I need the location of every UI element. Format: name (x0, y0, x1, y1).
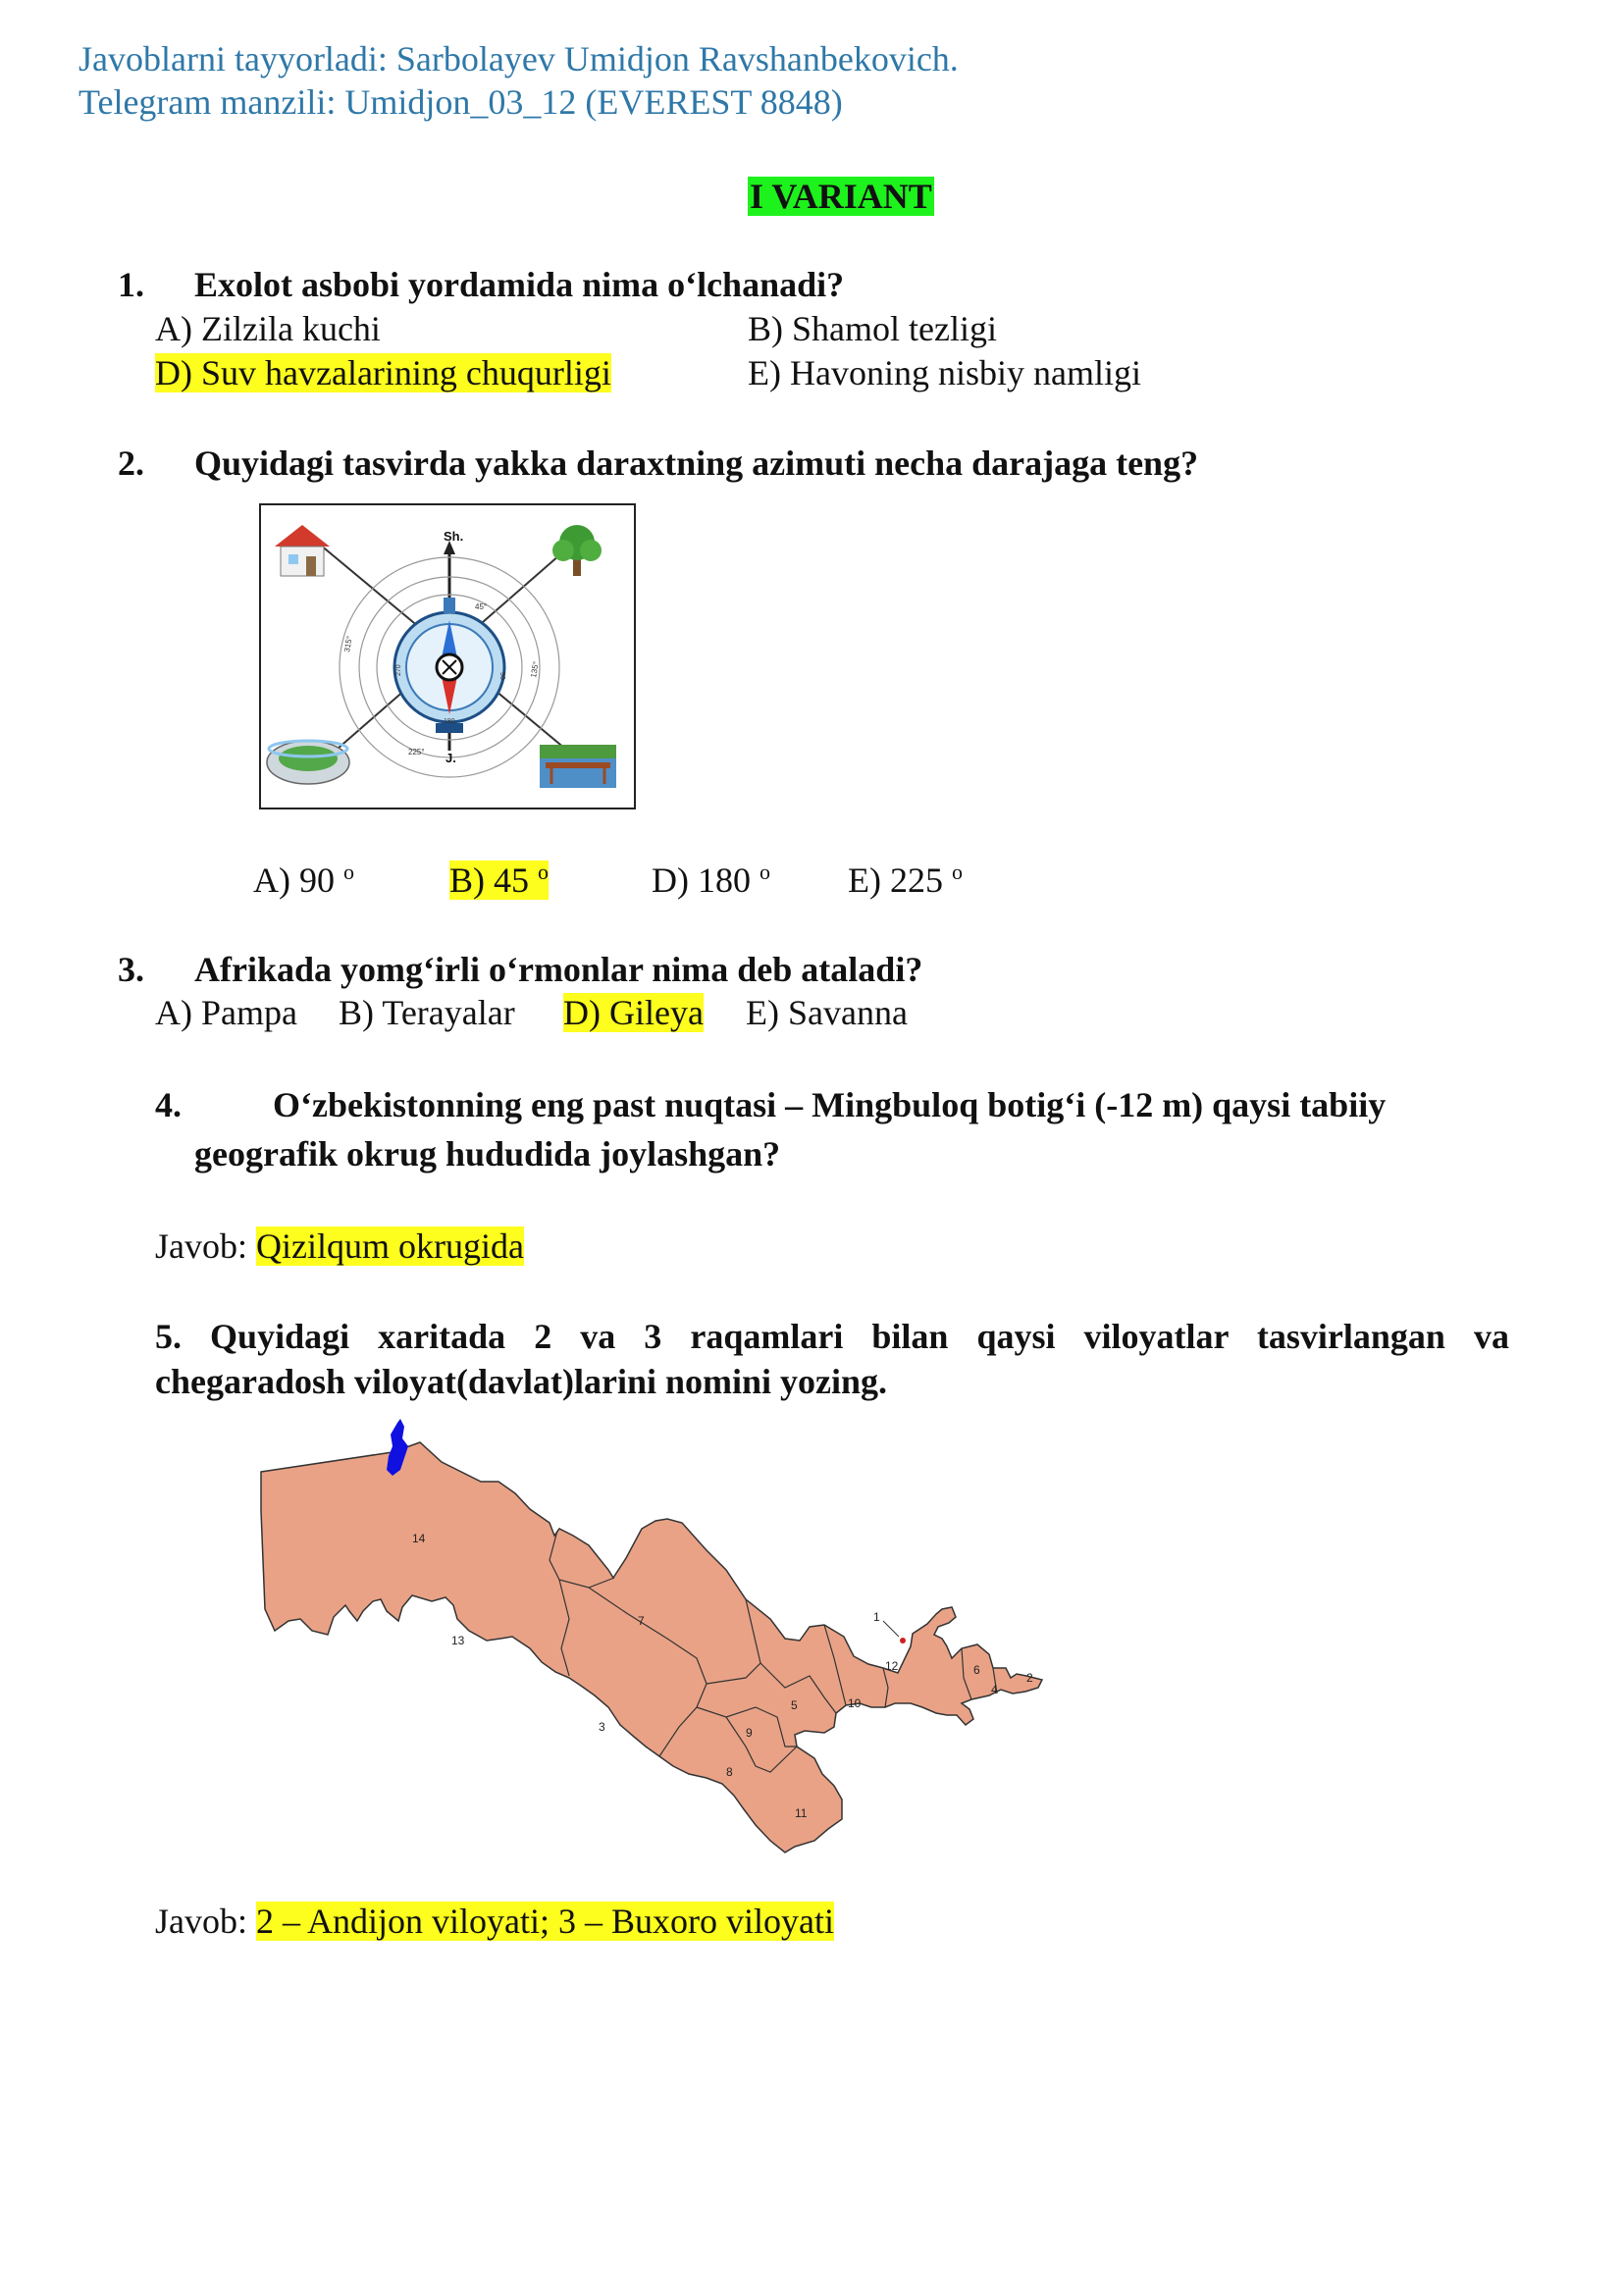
q3-correct-answer: D) Gileya (563, 993, 704, 1032)
question-number: 4. (155, 1085, 182, 1124)
region-label: 13 (451, 1634, 465, 1647)
q5-answer (155, 1900, 834, 1943)
degree-sign: o (951, 860, 963, 884)
ring-label: 270 (395, 664, 402, 676)
capital-dot (900, 1638, 906, 1643)
question-text-line1: O‘zbekistonning eng past nuqtasi – Mingbuloq botig‘i (-12 m) qaysi tabiiy (273, 1085, 1387, 1124)
q1-option-a: A) Zilzila kuchi (155, 309, 381, 348)
degree-sign: o (760, 860, 770, 884)
q5-answer-text: 2 – Andijon viloyati; 3 – Buxoro viloyati (256, 1902, 834, 1941)
region-label: 2 (1026, 1671, 1033, 1685)
question-5-line2: chegaradosh viloyat(davlat)larini nomini yozing. (155, 1362, 888, 1401)
question-text: Quyidagi tasvirda yakka daraxtning azimuti necha darajaga teng? (194, 443, 1199, 483)
angle-label: 225° (408, 748, 425, 756)
north-label: Sh. (444, 529, 464, 544)
region-label: 11 (795, 1806, 808, 1820)
question-number: 1. (118, 265, 144, 304)
house-icon (275, 525, 330, 576)
variant-title (748, 175, 934, 218)
region-label: 8 (726, 1765, 733, 1779)
region-label: 10 (848, 1696, 862, 1710)
ring-label: 90 (498, 672, 505, 680)
question-5-line1: 5. Quyidagi xaritada 2 va 3 raqamlari bilan qaysi viloyatlar tasvirlangan va (155, 1317, 1509, 1356)
q4-answer-text: Qizilqum okrugida (256, 1226, 524, 1266)
answer-label: Javob: (155, 1226, 247, 1266)
q2-option-b (449, 859, 549, 902)
region-label: 7 (638, 1614, 645, 1628)
region-label: 5 (791, 1698, 798, 1712)
question-number: 3. (118, 950, 144, 989)
ring-label: 180 (444, 718, 455, 725)
q2-option-e-text: E) 225 (848, 861, 943, 900)
degree-sign: o (538, 860, 549, 884)
region-label: 14 (412, 1532, 426, 1545)
q3-option-a: A) Pampa (155, 993, 297, 1032)
map-svg (236, 1413, 1079, 1904)
degree-sign: o (343, 860, 354, 884)
q2-option-e (848, 859, 963, 902)
variant-title-text: I VARIANT (750, 177, 932, 216)
angle-label: 315° (342, 635, 354, 653)
angle-label: 135° (529, 660, 541, 679)
q2-option-a-text: A) 90 (253, 861, 335, 900)
q2-correct-answer (449, 861, 549, 900)
uzbekistan-outline (261, 1442, 1042, 1852)
tree-icon (552, 525, 602, 576)
question-2 (118, 442, 1531, 485)
q3-option-b: B) Terayalar (339, 993, 515, 1032)
q2-option-d (652, 859, 770, 902)
region-label: 9 (746, 1726, 753, 1740)
question-text-line2: geografik okrug hududida joylashgan? (194, 1134, 781, 1174)
question-4 (155, 1083, 1509, 1126)
compass-diagram (261, 505, 634, 808)
region-label: 3 (599, 1720, 605, 1734)
uzbekistan-map (236, 1413, 1079, 1904)
q2-option-a (253, 859, 354, 902)
region-label: 12 (885, 1659, 899, 1673)
q2-option-b-text: B) 45 (449, 861, 529, 900)
region-label: 6 (973, 1663, 980, 1677)
q1-correct-answer: D) Suv havzalarining chuqurligi (155, 353, 611, 392)
compass-figure (259, 503, 636, 809)
question-text: Exolot asbobi yordamida nima o‘lchanadi? (194, 265, 845, 304)
author-line: Javoblarni tayyorladi: Sarbolayev Umidjon Ravshanbekovich. (79, 39, 959, 78)
region-label: 4 (991, 1683, 998, 1696)
q1-option-d (155, 351, 611, 394)
q3-option-d (563, 991, 704, 1034)
question-3 (118, 948, 1531, 991)
question-number: 2. (118, 443, 144, 483)
bridge-icon (540, 745, 616, 788)
answer-label: Javob: (155, 1902, 247, 1941)
angle-label: 45° (475, 602, 488, 611)
q3-option-e: E) Savanna (746, 993, 908, 1032)
q4-answer (155, 1225, 524, 1268)
telegram-line: Telegram manzili: Umidjon_03_12 (EVEREST 8848) (79, 82, 843, 122)
question-text: Afrikada yomg‘irli o‘rmonlar nima deb ataladi? (194, 950, 923, 989)
stadium-icon (267, 741, 349, 784)
q1-option-b: B) Shamol tezligi (748, 309, 997, 348)
south-label: J. (445, 751, 456, 765)
q1-option-e: E) Havoning nisbiy namligi (748, 353, 1141, 392)
region-label: 1 (873, 1610, 880, 1624)
q2-option-d-text: D) 180 (652, 861, 751, 900)
question-1 (118, 263, 1531, 306)
